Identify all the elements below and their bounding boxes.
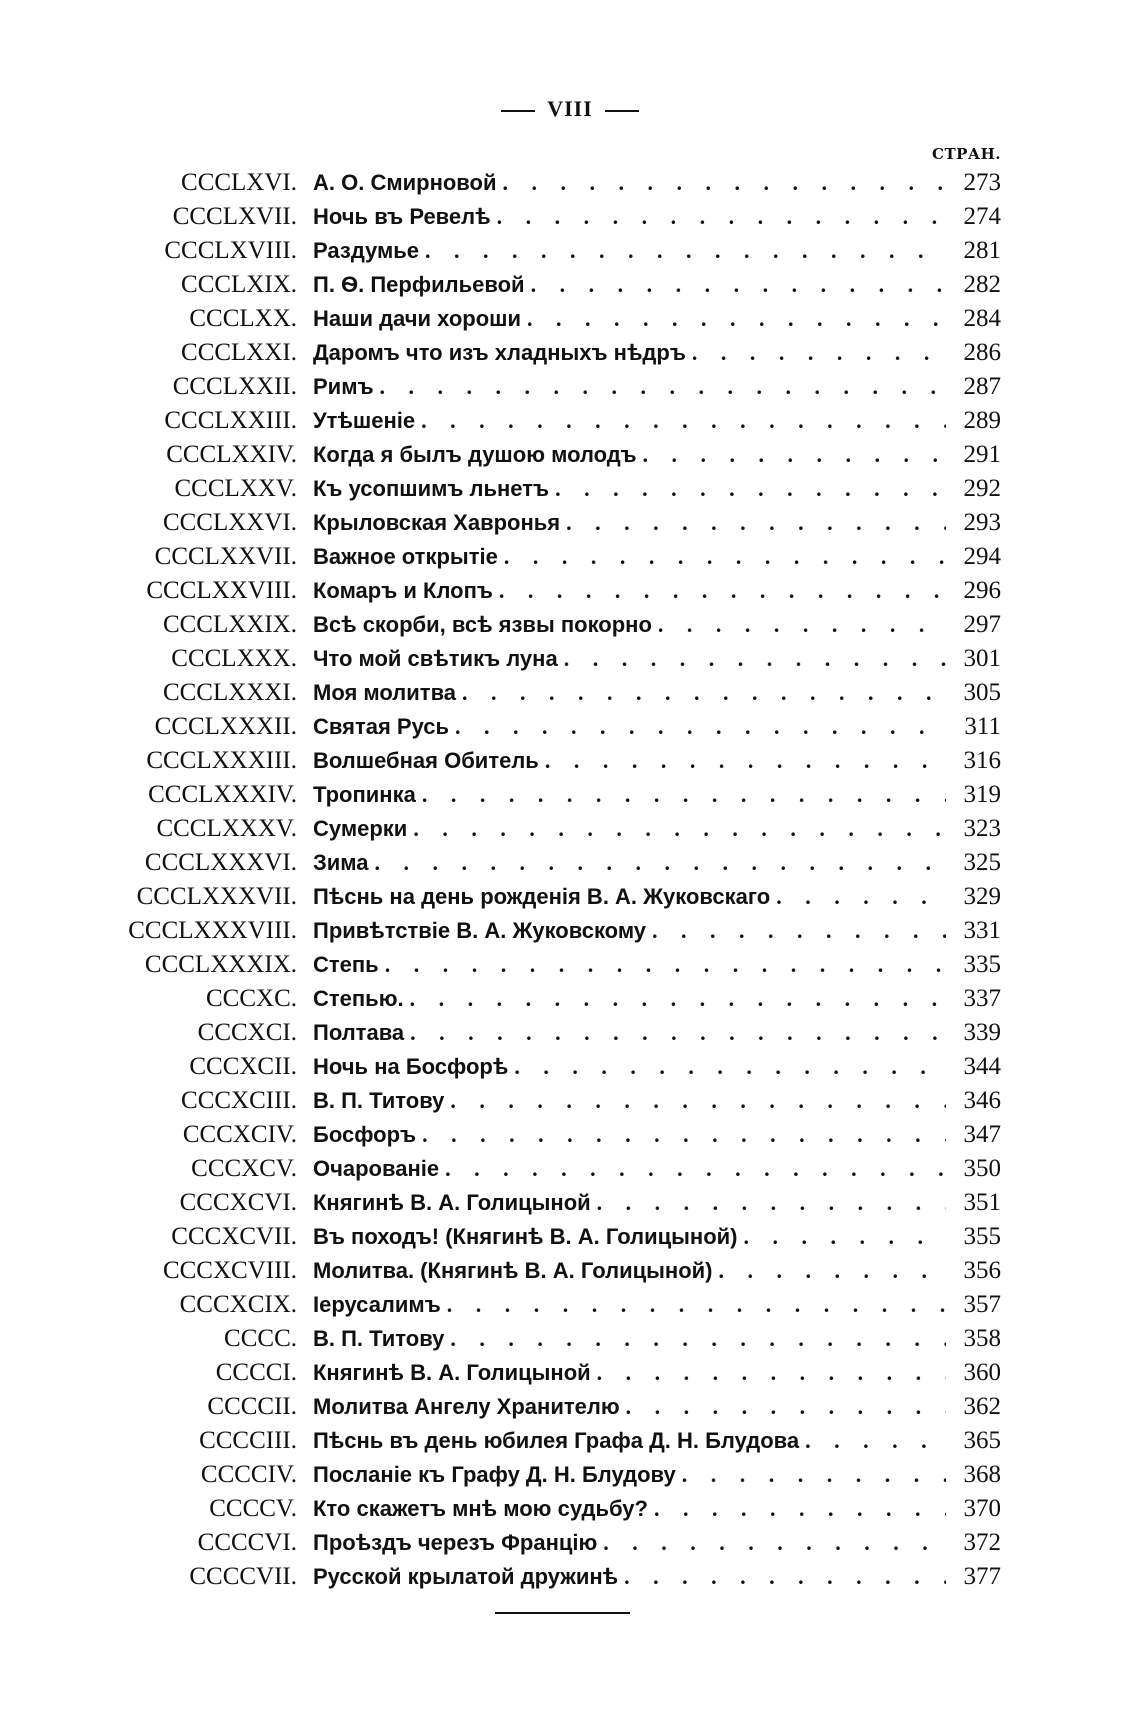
dot-leader (450, 1322, 946, 1356)
entry-title: В. П. Титову (313, 1326, 445, 1351)
dot-leader (504, 540, 946, 574)
entry-title-wrap (313, 1118, 946, 1152)
dot-leader (447, 1288, 946, 1322)
entry-number: CCCLXXI. (181, 339, 297, 366)
entry-page: 316 (963, 747, 1001, 774)
entry-title-wrap (313, 1016, 946, 1050)
toc-entry (0, 778, 1140, 812)
toc-entry (0, 200, 1140, 234)
dot-leader (626, 1390, 946, 1424)
toc-entry (0, 540, 1140, 574)
toc-entry (0, 1390, 1140, 1424)
entry-title-wrap (313, 1322, 946, 1356)
page-column-label: СТРАН. (932, 145, 1001, 163)
toc-entry (0, 1356, 1140, 1390)
entry-title: Очарованіе (313, 1156, 440, 1181)
dot-leader (643, 438, 946, 472)
entry-title-wrap (313, 948, 946, 982)
entry-page: 351 (963, 1189, 1001, 1216)
entry-number: CCCLXXXVII. (136, 883, 297, 910)
dot-leader (597, 1356, 946, 1390)
entry-title: П. Ѳ. Перфильевой (313, 272, 525, 297)
toc-entry (0, 1118, 1140, 1152)
dot-leader (682, 1458, 946, 1492)
entry-number: CCCLXXIV. (166, 441, 297, 468)
entry-title: Молитва. (Княгинѣ В. А. Голицыной) (313, 1258, 713, 1283)
entry-title: Проѣздъ черезъ Францію (313, 1530, 598, 1555)
entry-title: Зима (313, 850, 369, 875)
entry-title: Когда я былъ душою молодъ (313, 442, 637, 467)
entry-page: 284 (963, 305, 1001, 332)
dot-leader (445, 1152, 946, 1186)
dot-leader (450, 1084, 946, 1118)
entry-title: А. О. Смирновой (313, 170, 497, 195)
entry-number: CCCCVII. (189, 1563, 297, 1590)
entry-title-wrap (313, 744, 946, 778)
entry-title-wrap (313, 982, 946, 1016)
entry-page: 297 (963, 611, 1001, 638)
entry-number: CCCCI. (215, 1359, 297, 1386)
entry-title-wrap (313, 1186, 946, 1220)
dot-leader (514, 1050, 946, 1084)
entry-number: CCCXCIV. (182, 1121, 297, 1148)
dot-leader (555, 472, 946, 506)
entry-number: CCCLXXX. (171, 645, 297, 672)
dot-leader (425, 234, 946, 268)
entry-title: Іерусалимъ (313, 1292, 441, 1317)
entry-number: CCCXCIX. (179, 1291, 297, 1318)
entry-number: CCCCV. (209, 1495, 297, 1522)
entry-number: CCCLXX. (189, 305, 297, 332)
dot-leader (527, 302, 946, 336)
dot-leader (652, 914, 946, 948)
entry-title-wrap (313, 1084, 946, 1118)
entry-title: Княгинѣ В. А. Голицыной (313, 1360, 591, 1385)
dot-leader (410, 982, 946, 1016)
entry-page: 311 (964, 713, 1001, 740)
dot-leader (503, 166, 947, 200)
entry-page: 331 (963, 917, 1001, 944)
entry-page: 305 (963, 679, 1001, 706)
entry-page: 289 (963, 407, 1001, 434)
entry-number: CCCLXVIII. (164, 237, 297, 264)
entry-number: CCCLXXXI. (162, 679, 297, 706)
entry-number: CCCXC. (205, 985, 297, 1012)
entry-title: Всѣ скорби, всѣ язвы покорно (313, 612, 652, 637)
entry-title-wrap (313, 200, 946, 234)
dot-leader (455, 710, 946, 744)
entry-title: Полтава (313, 1020, 405, 1045)
entry-page: 293 (963, 509, 1001, 536)
entry-number: CCCXCVII. (171, 1223, 297, 1250)
dot-leader (385, 948, 946, 982)
entry-title: Сумерки (313, 816, 408, 841)
dot-leader (499, 574, 946, 608)
entry-page: 301 (963, 645, 1001, 672)
toc-entry (0, 268, 1140, 302)
entry-number: CCCLXXVIII. (146, 577, 297, 604)
entry-number: CCCLXXXIII. (146, 747, 297, 774)
entry-page: 323 (963, 815, 1001, 842)
entry-title: Моя молитва (313, 680, 457, 705)
entry-page: 360 (963, 1359, 1001, 1386)
entry-page: 365 (963, 1427, 1001, 1454)
dot-leader (692, 336, 946, 370)
entry-number: CCCLXXIII. (164, 407, 297, 434)
entry-page: 292 (963, 475, 1001, 502)
entry-title-wrap (313, 370, 946, 404)
toc-entry (0, 1492, 1140, 1526)
entry-title: Княгинѣ В. А. Голицыной (313, 1190, 591, 1215)
entry-title-wrap (313, 778, 946, 812)
page-header (0, 96, 1140, 122)
toc-entry (0, 846, 1140, 880)
dot-leader (531, 268, 946, 302)
entry-number: CCCC. (224, 1325, 297, 1352)
entry-number: CCCXCV. (191, 1155, 297, 1182)
entry-title-wrap (313, 268, 946, 302)
dot-leader (744, 1220, 946, 1254)
dot-leader (805, 1424, 946, 1458)
footer-rule (495, 1612, 630, 1614)
entry-title-wrap (313, 914, 946, 948)
entry-page: 362 (963, 1393, 1001, 1420)
entry-page: 344 (963, 1053, 1001, 1080)
entry-title: Молитва Ангелу Хранителю (313, 1394, 620, 1419)
entry-page: 291 (963, 441, 1001, 468)
entry-title: Ночь на Босфорѣ (313, 1054, 509, 1079)
dot-leader (422, 1118, 946, 1152)
toc-entry (0, 608, 1140, 642)
dot-leader (658, 608, 946, 642)
entry-number: CCCCVI. (197, 1529, 297, 1556)
entry-title-wrap (313, 676, 946, 710)
entry-title-wrap (313, 846, 946, 880)
entry-title-wrap (313, 166, 946, 200)
entry-title-wrap (313, 234, 946, 268)
entry-title: Русской крылатой дружинѣ (313, 1564, 619, 1589)
entry-title-wrap (313, 1390, 946, 1424)
dot-leader (566, 506, 946, 540)
entry-title-wrap (313, 1050, 946, 1084)
entry-title-wrap (313, 812, 946, 846)
toc-entry (0, 880, 1140, 914)
toc-entry (0, 812, 1140, 846)
entry-title-wrap (313, 1526, 946, 1560)
toc-entry (0, 982, 1140, 1016)
table-of-contents (0, 166, 1140, 1594)
toc-entry (0, 676, 1140, 710)
entry-number: CCCLXXXIX. (144, 951, 297, 978)
entry-title: Тропинка (313, 782, 416, 807)
entry-number: CCCXCVI. (179, 1189, 297, 1216)
dot-leader (462, 676, 946, 710)
dot-leader (776, 880, 946, 914)
entry-page: 358 (963, 1325, 1001, 1352)
entry-title-wrap (313, 438, 946, 472)
entry-title-wrap (313, 1152, 946, 1186)
entry-page: 337 (963, 985, 1001, 1012)
entry-page: 274 (963, 203, 1001, 230)
entry-page: 346 (963, 1087, 1001, 1114)
toc-entry (0, 1050, 1140, 1084)
entry-title: Пѣснь въ день юбилея Графа Д. Н. Блудова (313, 1428, 800, 1453)
entry-number: CCCLXXXVIII. (128, 917, 297, 944)
toc-entry (0, 166, 1140, 200)
dot-leader (375, 846, 946, 880)
toc-entry (0, 370, 1140, 404)
entry-title-wrap (313, 642, 946, 676)
entry-page: 273 (963, 169, 1001, 196)
entry-page: 339 (963, 1019, 1001, 1046)
toc-entry (0, 1220, 1140, 1254)
entry-page: 281 (963, 237, 1001, 264)
dot-leader (603, 1526, 946, 1560)
toc-entry (0, 1458, 1140, 1492)
toc-entry (0, 336, 1140, 370)
toc-entry (0, 234, 1140, 268)
toc-entry (0, 1322, 1140, 1356)
entry-title: Утѣшеніе (313, 408, 416, 433)
toc-entry (0, 1186, 1140, 1220)
entry-page: 357 (963, 1291, 1001, 1318)
entry-number: CCCCIII. (199, 1427, 297, 1454)
entry-title-wrap (313, 1560, 946, 1594)
dot-leader (545, 744, 946, 778)
entry-title: Святая Русь (313, 714, 450, 739)
entry-page: 355 (963, 1223, 1001, 1250)
entry-title: Степь (313, 952, 379, 977)
dot-leader (624, 1560, 946, 1594)
entry-page: 287 (963, 373, 1001, 400)
entry-title-wrap (313, 1356, 946, 1390)
toc-entry (0, 1288, 1140, 1322)
entry-title: Комаръ и Клопъ (313, 578, 493, 603)
page-number-roman: VIII (547, 96, 593, 121)
toc-entry (0, 948, 1140, 982)
entry-title-wrap (313, 1492, 946, 1526)
entry-title: Даромъ что изъ хладныхъ нѣдръ (313, 340, 686, 365)
entry-title-wrap (313, 608, 946, 642)
toc-entry (0, 914, 1140, 948)
entry-number: CCCLXXVI. (162, 509, 297, 536)
entry-page: 282 (963, 271, 1001, 298)
entry-title-wrap (313, 710, 946, 744)
toc-entry (0, 302, 1140, 336)
entry-title: В. П. Титову (313, 1088, 445, 1113)
entry-title-wrap (313, 302, 946, 336)
entry-title: Въ походъ! (Княгинѣ В. А. Голицыной) (313, 1224, 738, 1249)
dot-leader (564, 642, 946, 676)
entry-title-wrap (313, 1254, 946, 1288)
entry-page: 329 (963, 883, 1001, 910)
entry-number: CCCLXXII. (172, 373, 297, 400)
entry-page: 377 (963, 1563, 1001, 1590)
entry-title: Римъ (313, 374, 374, 399)
entry-title-wrap (313, 404, 946, 438)
toc-entry (0, 506, 1140, 540)
dot-leader (654, 1492, 946, 1526)
entry-title: Привѣтствіе В. А. Жуковскому (313, 918, 647, 943)
dot-leader (421, 404, 946, 438)
toc-entry (0, 1152, 1140, 1186)
dot-leader (422, 778, 946, 812)
entry-number: CCCCIV. (200, 1461, 297, 1488)
entry-title-wrap (313, 1220, 946, 1254)
entry-title: Ночь въ Ревелѣ (313, 204, 491, 229)
entry-title-wrap (313, 540, 946, 574)
header-dash-right (605, 110, 639, 112)
entry-number: CCCLXXV. (174, 475, 297, 502)
entry-title-wrap (313, 1424, 946, 1458)
entry-number: CCCXCI. (197, 1019, 297, 1046)
entry-number: CCCLXXIX. (162, 611, 297, 638)
entry-page: 325 (963, 849, 1001, 876)
entry-title-wrap (313, 1288, 946, 1322)
entry-title-wrap (313, 336, 946, 370)
dot-leader (380, 370, 946, 404)
toc-entry (0, 1560, 1140, 1594)
entry-title: Крыловская Хавронья (313, 510, 561, 535)
toc-entry (0, 404, 1140, 438)
entry-title: Посланіе къ Графу Д. Н. Блудову (313, 1462, 676, 1487)
entry-number: CCCLXVI. (181, 169, 297, 196)
entry-page: 368 (963, 1461, 1001, 1488)
entry-number: CCCLXXXVI. (144, 849, 297, 876)
dot-leader (497, 200, 946, 234)
toc-entry (0, 642, 1140, 676)
entry-number: CCCLXXXIV. (148, 781, 297, 808)
toc-entry (0, 744, 1140, 778)
dot-leader (719, 1254, 947, 1288)
entry-title: Къ усопшимъ льнетъ (313, 476, 550, 501)
entry-page: 296 (963, 577, 1001, 604)
entry-number: CCCLXXXII. (154, 713, 297, 740)
toc-entry (0, 1526, 1140, 1560)
header-dash-left (501, 110, 535, 112)
entry-title-wrap (313, 574, 946, 608)
toc-entry (0, 1424, 1140, 1458)
toc-entry (0, 710, 1140, 744)
entry-page: 294 (963, 543, 1001, 570)
entry-title: Босфоръ (313, 1122, 417, 1147)
entry-number: CCCLXXXV. (156, 815, 297, 842)
toc-entry (0, 574, 1140, 608)
entry-number: CCCXCVIII. (162, 1257, 297, 1284)
entry-number: CCCCII. (207, 1393, 297, 1420)
entry-title: Наши дачи хороши (313, 306, 522, 331)
entry-page: 319 (963, 781, 1001, 808)
entry-page: 356 (963, 1257, 1001, 1284)
entry-page: 372 (963, 1529, 1001, 1556)
toc-entry (0, 1016, 1140, 1050)
entry-page: 335 (963, 951, 1001, 978)
entry-title: Что мой свѣтикъ луна (313, 646, 558, 671)
entry-title-wrap (313, 506, 946, 540)
dot-leader (413, 812, 946, 846)
entry-title: Пѣснь на день рожденія В. А. Жуковскаго (313, 884, 771, 909)
entry-page: 347 (963, 1121, 1001, 1148)
dot-leader (410, 1016, 946, 1050)
entry-page: 350 (963, 1155, 1001, 1182)
entry-page: 370 (963, 1495, 1001, 1522)
entry-number: CCCLXIX. (181, 271, 297, 298)
toc-entry (0, 1254, 1140, 1288)
entry-title: Раздумье (313, 238, 420, 263)
entry-title-wrap (313, 472, 946, 506)
toc-entry (0, 472, 1140, 506)
entry-number: CCCXCIII. (181, 1087, 297, 1114)
toc-entry (0, 438, 1140, 472)
entry-number: CCCXCII. (189, 1053, 297, 1080)
entry-number: CCCLXVII. (172, 203, 297, 230)
entry-title-wrap (313, 1458, 946, 1492)
entry-title: Степью. (313, 986, 404, 1011)
entry-number: CCCLXXVII. (154, 543, 297, 570)
entry-title: Волшебная Обитель (313, 748, 539, 773)
entry-title: Кто скажетъ мнѣ мою судьбу? (313, 1496, 648, 1521)
entry-title-wrap (313, 880, 946, 914)
entry-title: Важное открытіе (313, 544, 498, 569)
entry-page: 286 (963, 339, 1001, 366)
toc-entry (0, 1084, 1140, 1118)
dot-leader (597, 1186, 946, 1220)
